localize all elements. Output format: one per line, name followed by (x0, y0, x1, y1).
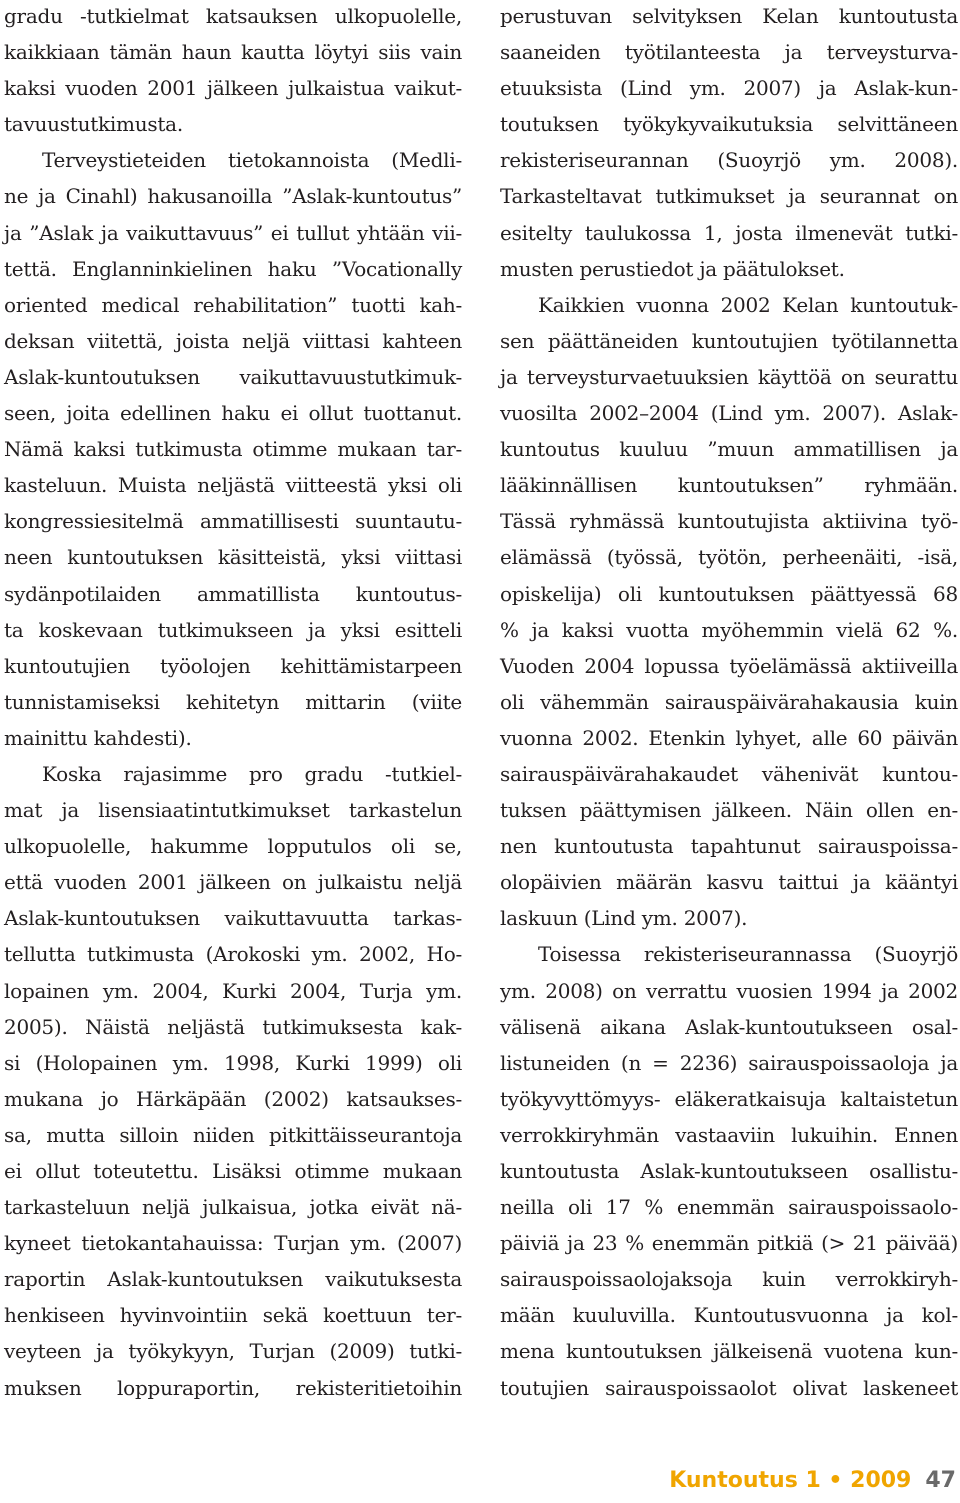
text-line: lääkinnällisen kuntoutuksen” ryhmään. (500, 473, 958, 498)
text-line: esitelty taulukossa 1, josta ilmenevät tutki- (500, 220, 958, 245)
text-line: opiskelija) oli kuntoutuksen päättyessä 68 (500, 581, 958, 606)
text-line: kasteluun. Muista neljästä viitteestä yksi oli (4, 473, 462, 498)
text-line: mena kuntoutuksen jälkeisenä vuotena kun- (500, 1339, 958, 1364)
text-line: % ja kaksi vuotta myöhemmin vielä 62 %. (500, 617, 958, 642)
text-line: laskuun (Lind ym. 2007). (500, 906, 748, 931)
text-line: tettä. Englanninkielinen haku ”Vocationally (4, 256, 462, 281)
text-line: veyteen ja työkykyyn, Turjan (2009) tutki- (4, 1339, 462, 1364)
text-line: Toisessa rekisteriseurannassa (Suoyrjö (538, 942, 958, 967)
text-line: työkyvyttömyys- eläkeratkaisuja kaltaistetun (500, 1086, 958, 1111)
text-line: Kaikkien vuonna 2002 Kelan kuntoutuk- (538, 292, 958, 317)
text-line: mainittu kahdesti). (4, 725, 192, 750)
page-number: 47 (925, 1468, 956, 1493)
text-line: tellutta tutkimusta (Arokoski ym. 2002, Ho- (4, 942, 462, 967)
text-line: vuosilta 2002–2004 (Lind ym. 2007). Aslak- (500, 401, 958, 426)
text-line: Nämä kaksi tutkimusta otimme mukaan tar- (4, 437, 462, 462)
left-text-column (4, 0, 462, 1406)
page-footer (669, 1466, 956, 1496)
text-line: välisenä aikana Aslak-kuntoutukseen osal- (500, 1014, 958, 1039)
text-line: ne ja Cinahl) hakusanoilla ”Aslak-kuntoutus” (4, 184, 462, 209)
text-line: tunnistamiseksi kehitetyn mittarin (viite (4, 689, 462, 714)
text-line: oli vähemmän sairauspäivärahakausia kuin (500, 689, 958, 714)
text-line: ta koskevaan tutkimukseen ja yksi esitteli (4, 617, 462, 642)
text-line: ei ollut toteutettu. Lisäksi otimme mukaan (4, 1159, 462, 1183)
text-line: kyneet tietokantahauissa: Turjan ym. (2007) (4, 1231, 462, 1256)
text-line: lopainen ym. 2004, Kurki 2004, Turja ym. (4, 978, 462, 1003)
text-line: kaksi vuoden 2001 jälkeen julkaistua vaikut- (4, 76, 462, 101)
text-line: nen kuntoutusta tapahtunut sairauspoissa- (500, 834, 958, 859)
text-line: kuntoutus kuuluu ”muun ammatillisen ja (500, 437, 958, 462)
text-line: deksan viitettä, joista neljä viittasi kahteen (4, 328, 462, 353)
text-line: Koska rajasimme pro gradu -tutkiel- (42, 761, 462, 786)
text-line: etuuksista (Lind ym. 2007) ja Aslak-kun- (500, 76, 958, 101)
text-line: että vuoden 2001 jälkeen on julkaistu neljä (4, 870, 462, 895)
text-line: si (Holopainen ym. 1998, Kurki 1999) oli (4, 1050, 462, 1075)
text-line: ja ”Aslak ja vaikuttavuus” ei tullut yhtään vii- (4, 220, 462, 245)
text-line: ulkopuolelle, hakumme lopputulos oli se, (4, 834, 462, 859)
text-line: Tarkasteltavat tutkimukset ja seurannat on (500, 184, 958, 209)
text-line: mat ja lisensiaatintutkimukset tarkastelun (4, 798, 462, 823)
text-line: sairauspäivärahakaudet vähenivät kuntou- (500, 761, 958, 786)
text-line: sydänpotilaiden ammatillista kuntoutus- (4, 581, 462, 606)
text-line: Tässä ryhmässä kuntoutujista aktiivina työ- (500, 509, 958, 534)
text-line: mukana jo Härkäpään (2002) katsaukses- (4, 1086, 462, 1111)
text-line: sen päättäneiden kuntoutujien työtilannetta (500, 328, 958, 353)
text-line: Terveystieteiden tietokannoista (Medli- (42, 148, 462, 173)
text-line: vuonna 2002. Etenkin lyhyet, alle 60 päivän (500, 725, 958, 750)
right-text-column (500, 0, 958, 1406)
text-line: raportin Aslak-kuntoutuksen vaikutuksesta (4, 1267, 462, 1292)
text-line: Aslak-kuntoutuksen vaikuttavuutta tarkas- (4, 906, 462, 931)
text-line: kaikkiaan tämän haun kautta löytyi siis vain (4, 40, 462, 65)
text-line: kongressiesitelmä ammatillisesti suuntautu- (4, 509, 462, 534)
text-line: toutujien sairauspoissaolot olivat laskeneet (500, 1375, 958, 1400)
text-line: olopäivien määrän kasvu taittui ja kääntyi (500, 870, 958, 895)
text-line: mään kuuluvilla. Kuntoutusvuonna ja kol- (500, 1303, 958, 1328)
text-line: perustuvan selvityksen Kelan kuntoutusta (500, 4, 958, 28)
text-line: saaneiden työtilanteesta ja terveysturva- (500, 40, 958, 65)
text-line: musten perustiedot ja päätulokset. (500, 256, 845, 281)
text-line: päiviä ja 23 % enemmän pitkiä (> 21 päivää) (500, 1231, 958, 1256)
text-line: rekisteriseurannan (Suoyrjö ym. 2008). (500, 148, 958, 173)
text-line: ym. 2008) on verrattu vuosien 1994 ja 2002 (500, 978, 958, 1003)
text-line: tarkasteluun neljä julkaisua, jotka eivät nä- (4, 1195, 462, 1220)
journal-issue: Kuntoutus 1 • 2009 (669, 1468, 912, 1493)
text-line: tuksen päättymisen jälkeen. Näin ollen en- (500, 798, 958, 823)
text-line: muksen loppuraportin, rekisteritietoihin (4, 1375, 462, 1400)
text-line: listuneiden (n = 2236) sairauspoissaoloja ja (500, 1050, 958, 1075)
text-line: kuntoutujien työolojen kehittämistarpeen (4, 653, 462, 678)
text-line: tavuustutkimusta. (4, 112, 183, 137)
text-line: gradu -tutkielmat katsauksen ulkopuolelle, (4, 4, 462, 28)
text-line: verrokkiryhmän vastaaviin lukuihin. Ennen (500, 1122, 958, 1147)
text-line: elämässä (työssä, työtön, perheenäiti, -isä, (500, 545, 958, 570)
text-line: ja terveysturvaetuuksien käyttöä on seurattu (500, 364, 958, 389)
text-line: kuntoutusta Aslak-kuntoutukseen osallistu- (500, 1159, 958, 1183)
text-line: toutuksen työkykyvaikutuksia selvittäneen (500, 112, 958, 137)
text-line: neen kuntoutuksen käsitteistä, yksi viittasi (4, 545, 462, 570)
text-line: seen, joita edellinen haku ei ollut tuottanut. (4, 401, 462, 426)
text-line: Aslak-kuntoutuksen vaikuttavuustutkimuk- (4, 364, 462, 389)
text-line: henkiseen hyvinvointiin sekä koettuun ter- (4, 1303, 462, 1328)
text-line: sa, mutta silloin niiden pitkittäisseurantoja (4, 1122, 462, 1147)
text-line: Vuoden 2004 lopussa työelämässä aktiiveilla (500, 653, 958, 678)
text-line: 2005). Näistä neljästä tutkimuksesta kak- (4, 1014, 462, 1039)
text-line: sairauspoissaolojaksoja kuin verrokkiryh- (500, 1267, 958, 1292)
text-line: neilla oli 17 % enemmän sairauspoissaolo- (500, 1195, 958, 1220)
text-line: oriented medical rehabilitation” tuotti kah- (4, 292, 462, 317)
